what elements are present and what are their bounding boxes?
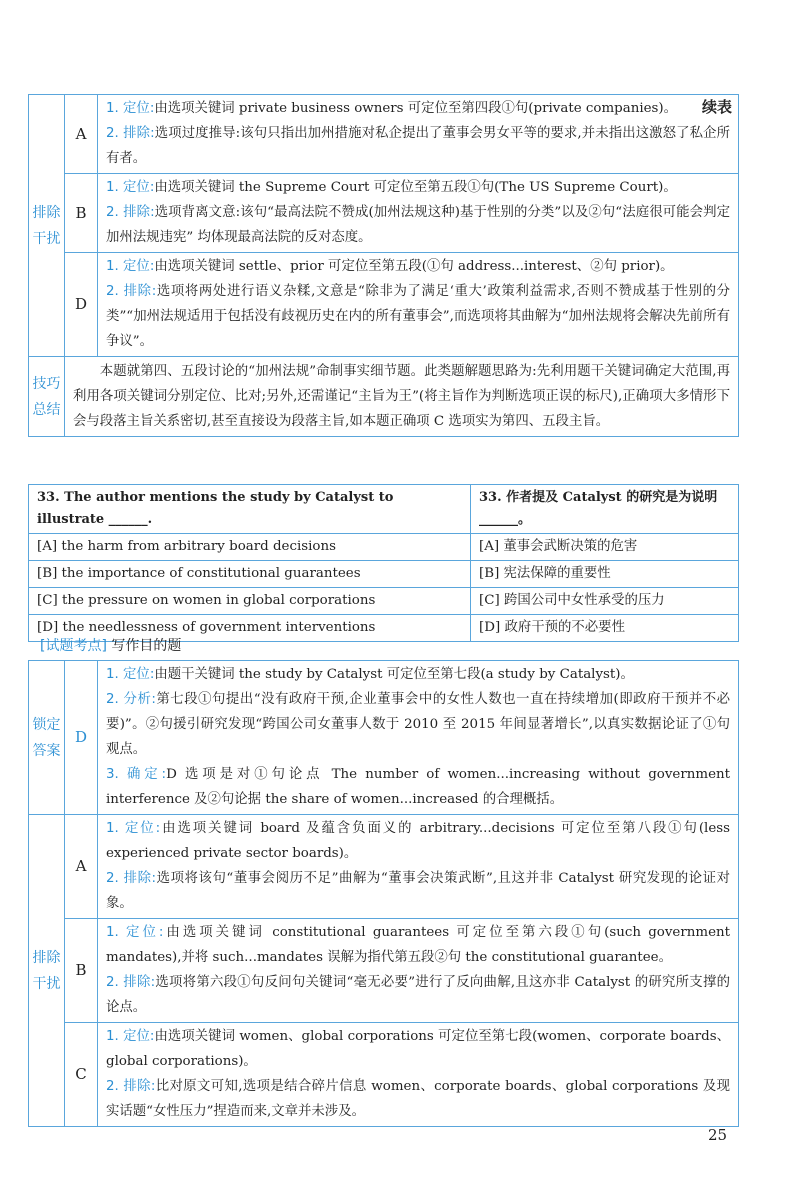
step-text: 选项过度推导:该句只指出加州措施对私企提出了董事会男女平等的要求,并未指出这激怒了私企所有者。 <box>106 126 731 166</box>
step-key: 2. 排除: <box>106 205 155 220</box>
option-en: [B] the importance of constitutional guarantees <box>29 561 471 588</box>
table-row <box>29 661 739 815</box>
step-text: 由题干关键词 the study by Catalyst 可定位至第七段(a study by Catalyst)。 <box>154 667 634 682</box>
page-number: 25 <box>708 1126 728 1144</box>
option-analysis <box>98 1023 739 1127</box>
table-row <box>29 253 739 357</box>
option-en: [D] the needlessness of government interventions <box>29 615 471 642</box>
option-analysis <box>98 919 739 1023</box>
table-row <box>29 357 739 437</box>
eliminate-label: 排除干扰 <box>29 95 65 357</box>
step-key: 2. 排除: <box>106 1079 156 1094</box>
step-key: 3. 确定: <box>106 767 167 782</box>
table-row <box>29 174 739 253</box>
step-text: 选项将第六段①句反问句关键词“毫无必要”进行了反向曲解,且这亦非 Catalyst 的研究所支撑的论点。 <box>106 975 730 1015</box>
step-key: 2. 排除: <box>106 126 155 141</box>
summary-text: 本题就第四、五段讨论的“加州法规”命制事实细节题。此类题解题思路为:先利用题干关键词确定大范围,再利用各项关键词分别定位、比对;另外,还需谨记“主旨为王”(将主旨作为判断选项正误的标尺),正确项大多情形下会与段落主旨关系密切,甚至直接设为段落主旨,如本题正确项 C 选项实为第四、五段主旨。 <box>65 357 739 437</box>
question-table-33 <box>28 484 739 642</box>
eliminate-label: 排除干扰 <box>29 815 65 1127</box>
step-text: 由选项关键词 settle、prior 可定位至第五段(①句 address...interest、②句 prior)。 <box>154 259 674 274</box>
step-key: 1. 定位: <box>106 821 161 836</box>
exam-point-text: 写作目的题 <box>111 638 182 654</box>
option-analysis <box>98 174 739 253</box>
step-key: 1. 定位: <box>106 925 164 940</box>
step-key: 2. 排除: <box>106 871 157 886</box>
step-text: 由选项关键词 board 及蕴含负面义的 arbitrary...decisions 可定位至第八段①句(less experienced private sector boards)。 <box>106 821 731 861</box>
continued-label: 续表 <box>701 98 732 116</box>
question-stem-row <box>29 485 739 534</box>
option-letter: A <box>65 815 98 919</box>
question-stem-zh: 33. 作者提及 Catalyst 的研究是为说明______。 <box>471 485 739 534</box>
option-letter: B <box>65 174 98 253</box>
answer-label: 锁定答案 <box>29 661 65 815</box>
option-letter: A <box>65 95 98 174</box>
summary-label: 技巧总结 <box>29 357 65 437</box>
step-text: 由选项关键词 women、global corporations 可定位至第七段(women、corporate boards、global corporations)。 <box>106 1029 730 1069</box>
option-analysis <box>98 815 739 919</box>
option-row <box>29 561 739 588</box>
table-row <box>29 1023 739 1127</box>
step-key: 1. 定位: <box>106 259 155 274</box>
option-en: [A] the harm from arbitrary board decisions <box>29 534 471 561</box>
option-letter: B <box>65 919 98 1023</box>
step-text: 选项将该句“董事会阅历不足”曲解为“董事会决策武断”,且这并非 Catalyst 研究发现的论证对象。 <box>106 871 730 911</box>
step-text: 选项将两处进行语义杂糅,文意是“除非为了满足‘重大’政策利益需求,否则不赞成基于性别的分类”“加州法规适用于包括没有歧视历史在内的所有董事会”,而选项将其曲解为“加州法规将会解决先前所有争议”。 <box>106 284 730 349</box>
step-key: 1. 定位: <box>106 1029 155 1044</box>
option-zh: [C] 跨国公司中女性承受的压力 <box>471 588 739 615</box>
answer-analysis <box>98 661 739 815</box>
step-text: 第七段①句提出“没有政府干预,企业董事会中的女性人数也一直在持续增加(即政府干预并不必要)”。②句援引研究发现“跨国公司女董事人数于 2010 至 2015 年间显著增长”,以真实数据论证了①句观点。 <box>106 692 730 757</box>
step-text: 比对原文可知,选项是结合碎片信息 women、corporate boards、global corporations 及现实话题“女性压力”捏造而来,文章并未涉及。 <box>106 1079 730 1119</box>
step-text: D 选项是对①句论点 The number of women...increasing without government interference 及②句论据 the share of women...increased 的合理概括。 <box>106 767 730 807</box>
option-analysis <box>98 253 739 357</box>
step-text: 由选项关键词 constitutional guarantees 可定位至第六段①句(such government mandates),并将 such...mandates 误解为指代第五段②句 the constitutional guarantee。 <box>106 925 731 965</box>
table-row <box>29 919 739 1023</box>
exam-point-label: [试题考点] <box>40 638 107 654</box>
step-text: 选项背离文意:该句“最高法院不赞成(加州法规这种)基于性别的分类”以及②句“法庭很可能会判定加州法规违宪” 均体现最高法院的反对态度。 <box>106 205 730 245</box>
option-en: [C] the pressure on women in global corporations <box>29 588 471 615</box>
step-key: 2. 排除: <box>106 975 156 990</box>
table-row <box>29 95 739 174</box>
analysis-table-32 <box>28 94 739 437</box>
option-zh: [D] 政府干预的不必要性 <box>471 615 739 642</box>
option-zh: [A] 董事会武断决策的危害 <box>471 534 739 561</box>
answer-letter: D <box>65 661 98 815</box>
step-key: 2. 排除: <box>106 284 157 299</box>
step-key: 1. 定位: <box>106 101 155 116</box>
table-row <box>29 815 739 919</box>
analysis-table-33 <box>28 660 739 1127</box>
step-key: 2. 分析: <box>106 692 156 707</box>
option-row <box>29 534 739 561</box>
exam-point <box>40 635 181 655</box>
option-letter: C <box>65 1023 98 1127</box>
step-text: 由选项关键词 private business owners 可定位至第四段①句(private companies)。 <box>154 101 678 116</box>
option-letter: D <box>65 253 98 357</box>
option-zh: [B] 宪法保障的重要性 <box>471 561 739 588</box>
option-row <box>29 588 739 615</box>
option-analysis <box>98 95 739 174</box>
step-key: 1. 定位: <box>106 667 155 682</box>
step-key: 1. 定位: <box>106 180 155 195</box>
step-text: 由选项关键词 the Supreme Court 可定位至第五段①句(The US Supreme Court)。 <box>154 180 677 195</box>
question-stem-en: 33. The author mentions the study by Catalyst to illustrate ______. <box>29 485 471 534</box>
